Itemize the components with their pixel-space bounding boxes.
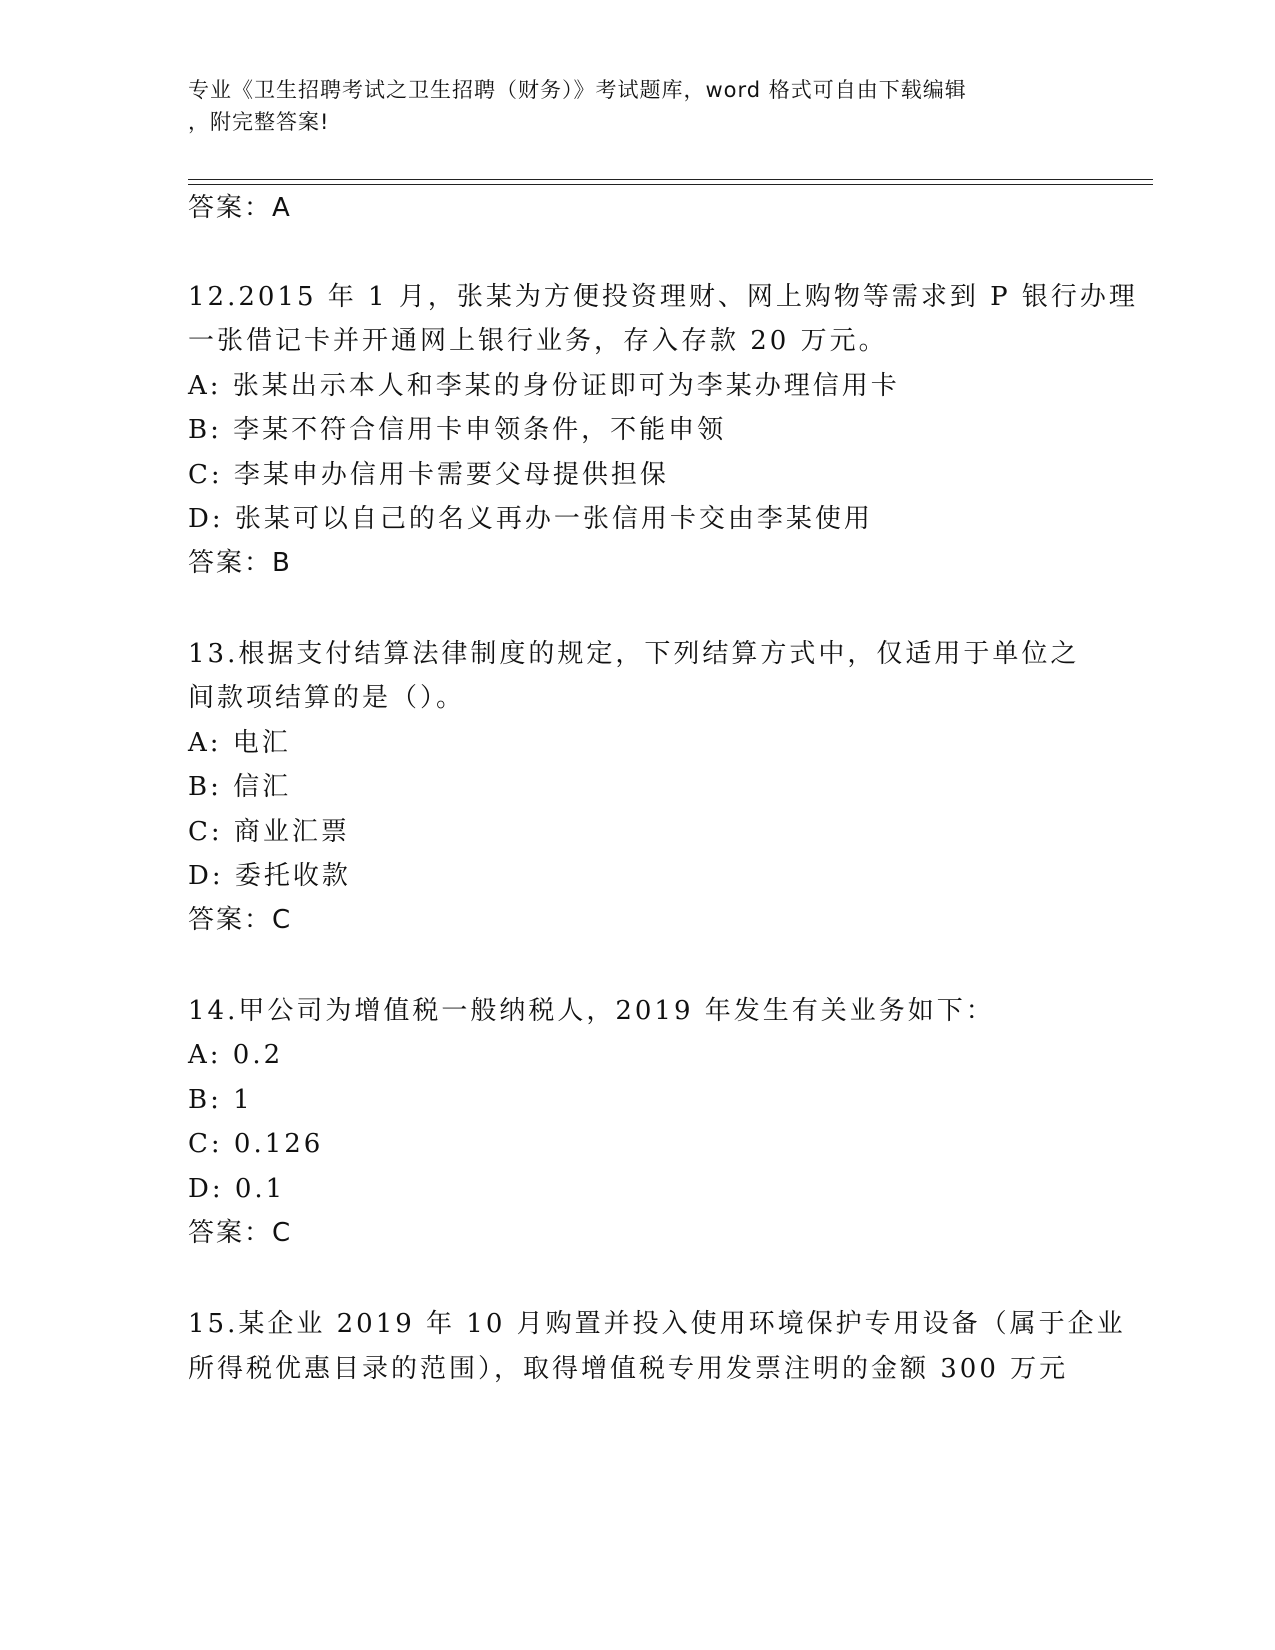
header-title-line-1: 专业《卫生招聘考试之卫生招聘（财务）》考试题库，word 格式可自由下载编辑 [188, 78, 967, 102]
q14-option-c: C: 0.126 [188, 1129, 324, 1159]
q12-option-a: A: 张某出示本人和李某的身份证即可为李某办理信用卡 [188, 371, 900, 401]
q13-option-d: D: 委托收款 [188, 861, 351, 891]
q14-stem-line-1: 14.甲公司为增值税一般纳税人，2019 年发生有关业务如下： [188, 996, 995, 1026]
q13-answer: 答案：C [188, 905, 293, 935]
previous-answer: 答案：A [188, 193, 292, 223]
header-divider-top [188, 179, 1153, 180]
q14-option-d: D: 0.1 [188, 1174, 286, 1204]
q14-answer: 答案：C [188, 1218, 293, 1248]
q13-option-b: B: 信汇 [188, 772, 292, 802]
q12-stem-line-2: 一张借记卡并开通网上银行业务，存入存款 20 万元。 [188, 326, 888, 356]
q13-stem-line-1: 13.根据支付结算法律制度的规定，下列结算方式中，仅适用于单位之 [188, 639, 1080, 669]
q14-option-b: B: 1 [188, 1085, 253, 1115]
q12-answer: 答案：B [188, 548, 292, 578]
q12-option-d: D: 张某可以自己的名义再办一张信用卡交由李某使用 [188, 504, 873, 534]
q15-stem-line-2: 所得税优惠目录的范围），取得增值税专用发票注明的金额 300 万元 [188, 1354, 1069, 1384]
q13-stem-line-2: 间款项结算的是（）。 [188, 683, 466, 713]
q12-option-b: B: 李某不符合信用卡申领条件，不能申领 [188, 415, 727, 445]
q12-stem-line-1: 12.2015 年 1 月，张某为方便投资理财、网上购物等需求到 P 银行办理 [188, 282, 1138, 312]
q13-option-c: C: 商业汇票 [188, 817, 350, 847]
document-header [188, 74, 1068, 138]
q14-option-a: A: 0.2 [188, 1040, 284, 1070]
q12-option-c: C: 李某申办信用卡需要父母提供担保 [188, 460, 669, 490]
header-title-line-2: ，附完整答案! [188, 110, 330, 134]
header-divider-bottom [188, 184, 1153, 185]
q15-stem-line-1: 15.某企业 2019 年 10 月购置并投入使用环境保护专用设备（属于企业 [188, 1309, 1126, 1339]
q13-option-a: A: 电汇 [188, 728, 291, 758]
